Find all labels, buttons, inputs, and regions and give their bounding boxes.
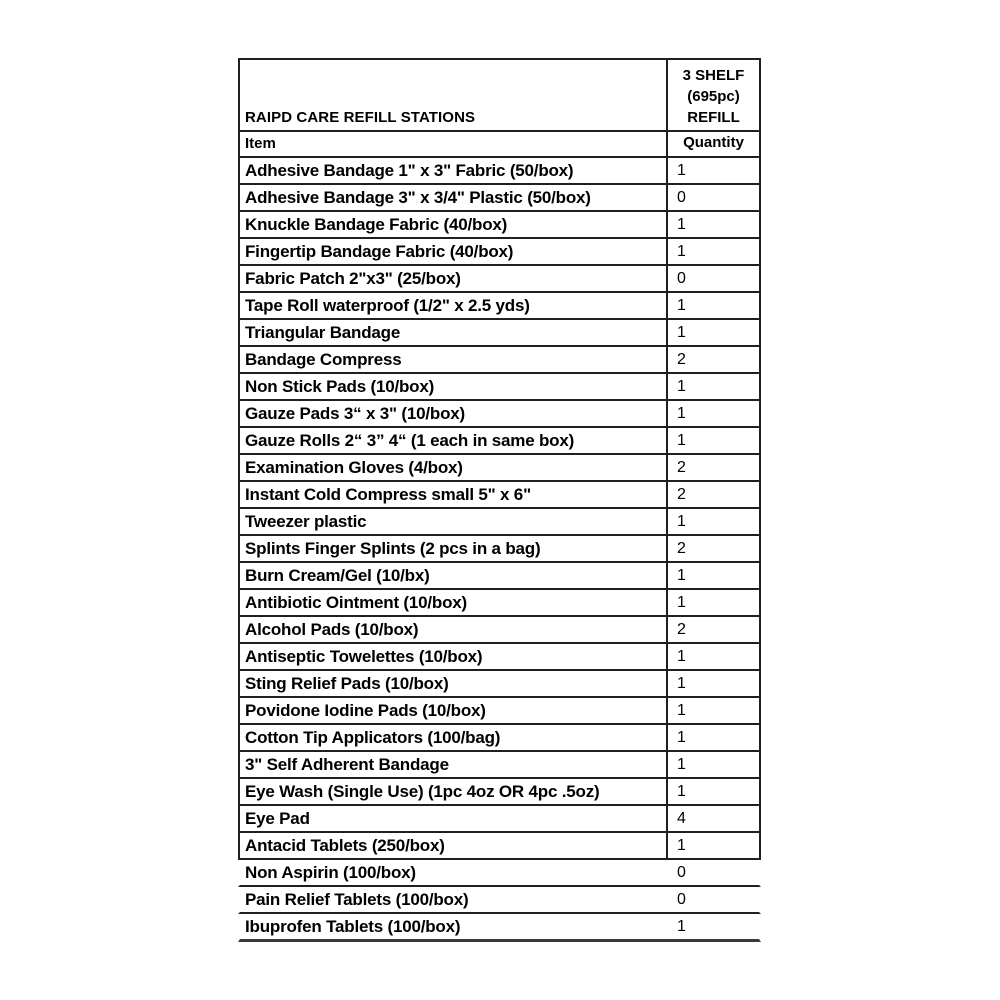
quantity-cell: 4 xyxy=(666,806,759,831)
item-cell: Pain Relief Tablets (100/box) xyxy=(245,890,469,909)
quantity-cell: 1 xyxy=(666,563,759,588)
item-cell: Sting Relief Pads (10/box) xyxy=(245,674,449,693)
table-row xyxy=(238,482,761,509)
quantity-cell: 0 xyxy=(677,891,686,908)
item-column-header: Item xyxy=(245,135,276,152)
quantity-cell: 1 xyxy=(666,833,759,858)
item-cell: Tape Roll waterproof (1/2" x 2.5 yds) xyxy=(245,296,530,315)
item-cell: Alcohol Pads (10/box) xyxy=(245,620,419,639)
table-row xyxy=(238,158,761,185)
item-cell: Triangular Bandage xyxy=(245,323,401,342)
quantity-cell: 1 xyxy=(666,752,759,777)
quantity-cell: 1 xyxy=(666,320,759,345)
quantity-cell: 1 xyxy=(666,374,759,399)
table-row xyxy=(238,671,761,698)
item-cell: Antacid Tablets (250/box) xyxy=(245,836,445,855)
table-row xyxy=(238,212,761,239)
item-cell: Fabric Patch 2"x3" (25/box) xyxy=(245,269,461,288)
quantity-cell: 1 xyxy=(666,401,759,426)
table-row xyxy=(238,806,761,833)
table-row xyxy=(238,293,761,320)
quantity-cell: 1 xyxy=(666,698,759,723)
table-row xyxy=(238,590,761,617)
item-cell: Bandage Compress xyxy=(245,350,402,369)
item-cell: Fingertip Bandage Fabric (40/box) xyxy=(245,242,514,261)
item-cell: Gauze Rolls 2“ 3” 4“ (1 each in same box) xyxy=(245,431,575,450)
table-row xyxy=(238,347,761,374)
quantity-cell: 1 xyxy=(666,212,759,237)
item-cell: Burn Cream/Gel (10/bx) xyxy=(245,566,430,585)
table-row xyxy=(238,725,761,752)
table-row xyxy=(238,644,761,671)
table-row xyxy=(238,887,761,914)
table-row xyxy=(238,428,761,455)
table-title-cell xyxy=(240,60,666,130)
table-rows xyxy=(238,158,761,942)
table-row xyxy=(238,320,761,347)
refill-header-line-3: REFILL xyxy=(687,108,740,126)
table-row xyxy=(238,860,761,887)
item-cell: Povidone Iodine Pads (10/box) xyxy=(245,701,486,720)
item-cell: Antiseptic Towelettes (10/box) xyxy=(245,647,483,666)
quantity-cell: 0 xyxy=(677,864,686,881)
item-cell: Non Aspirin (100/box) xyxy=(245,863,416,882)
quantity-cell: 1 xyxy=(677,918,686,935)
item-cell: Cotton Tip Applicators (100/bag) xyxy=(245,728,501,747)
quantity-column-header: Quantity xyxy=(666,132,759,156)
item-cell: Antibiotic Ointment (10/box) xyxy=(245,593,468,612)
refill-header-cell xyxy=(666,60,759,130)
quantity-cell: 2 xyxy=(666,347,759,372)
table-row xyxy=(238,239,761,266)
table-title: RAIPD CARE REFILL STATIONS xyxy=(245,109,476,126)
table-row xyxy=(238,833,761,860)
table-row xyxy=(238,401,761,428)
item-cell: Knuckle Bandage Fabric (40/box) xyxy=(245,215,508,234)
quantity-cell: 2 xyxy=(666,617,759,642)
quantity-cell: 2 xyxy=(666,536,759,561)
item-cell: Ibuprofen Tablets (100/box) xyxy=(245,917,461,936)
item-cell: Splints Finger Splints (2 pcs in a bag) xyxy=(245,539,541,558)
quantity-cell: 0 xyxy=(666,185,759,210)
quantity-cell: 1 xyxy=(666,725,759,750)
table-row xyxy=(238,509,761,536)
quantity-cell: 1 xyxy=(666,509,759,534)
item-cell: Eye Pad xyxy=(245,809,310,828)
quantity-cell: 1 xyxy=(666,779,759,804)
item-cell: Non Stick Pads (10/box) xyxy=(245,377,435,396)
item-cell: Eye Wash (Single Use) (1pc 4oz OR 4pc .5oz) xyxy=(245,782,600,801)
quantity-cell: 1 xyxy=(666,428,759,453)
quantity-cell: 1 xyxy=(666,671,759,696)
quantity-cell: 2 xyxy=(666,455,759,480)
quantity-cell: 1 xyxy=(666,239,759,264)
item-cell: Adhesive Bandage 1" x 3" Fabric (50/box) xyxy=(245,161,574,180)
column-header-row xyxy=(238,132,761,158)
quantity-cell: 1 xyxy=(666,590,759,615)
quantity-cell: 1 xyxy=(666,644,759,669)
table-row xyxy=(238,617,761,644)
table-row xyxy=(238,563,761,590)
item-cell: Tweezer plastic xyxy=(245,512,367,531)
refill-stations-table xyxy=(238,58,761,942)
table-row xyxy=(238,752,761,779)
table-row xyxy=(238,536,761,563)
item-cell: 3" Self Adherent Bandage xyxy=(245,755,449,774)
refill-header-line-2: (695pc) xyxy=(687,87,740,105)
quantity-cell: 2 xyxy=(666,482,759,507)
table-row xyxy=(238,185,761,212)
item-cell: Adhesive Bandage 3" x 3/4" Plastic (50/box) xyxy=(245,188,591,207)
quantity-cell: 0 xyxy=(666,266,759,291)
quantity-cell: 1 xyxy=(666,158,759,183)
item-cell: Instant Cold Compress small 5" x 6" xyxy=(245,485,531,504)
table-row xyxy=(238,914,761,942)
refill-header-line-1: 3 SHELF xyxy=(682,66,745,84)
item-cell: Gauze Pads 3“ x 3" (10/box) xyxy=(245,404,465,423)
item-cell: Examination Gloves (4/box) xyxy=(245,458,463,477)
table-row xyxy=(238,455,761,482)
table-row xyxy=(238,266,761,293)
table-row xyxy=(238,779,761,806)
table-header xyxy=(238,58,761,132)
quantity-cell: 1 xyxy=(666,293,759,318)
table-row xyxy=(238,374,761,401)
table-row xyxy=(238,698,761,725)
